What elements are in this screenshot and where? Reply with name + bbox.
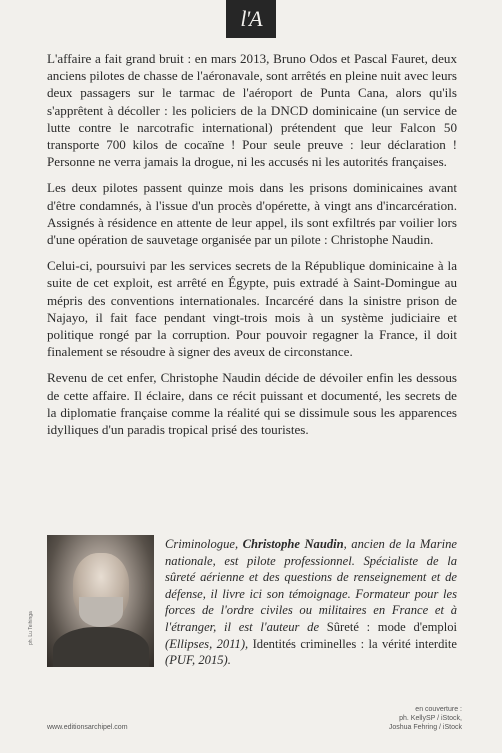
bio-text: Criminologue,	[165, 537, 243, 551]
paragraph: Revenu de cet enfer, Christophe Naudin décide de dévoiler enfin les dessous de cette affaire. Il éclaire, dans ce récit puissant et documenté, les secrets de la diplomatie française comme la réalité qui se dissimule sous les apparences idylliques d'un paradis tropical prisé des touristes.	[47, 370, 457, 438]
publisher-website: www.editionsarchipel.com	[47, 724, 128, 731]
photo-beard	[79, 597, 123, 627]
back-cover-summary	[47, 50, 457, 447]
photo-credit: ph. Lu Teihinga	[28, 611, 34, 645]
book-title: Identités criminelles : la vérité interdite	[252, 636, 457, 651]
author-photo	[47, 535, 154, 667]
bio-text: (PUF, 2015).	[165, 653, 231, 668]
paragraph: Les deux pilotes passent quinze mois dans les prisons dominicaines avant d'être condamnés, à l'issue d'un procès d'opérette, à vingt ans d'incarcération. Assignés à résidence en attente de leur appel, ils sont exfiltrés par voilier lors d'une opération de sauvetage organisée par un pilote : Christophe Naudin.	[47, 180, 457, 248]
author-bio	[165, 536, 457, 669]
bio-text: , ancien de la Marine nationale, est pilote professionnel. Spécialiste de la sûreté aérienne et des questions de renseignement et de défense, il livre ici son témoignage. Formateur pour les forces de l'ordre civiles ou militaires en France et à l'étranger, il est l'auteur de	[165, 537, 457, 634]
bio-text: (Ellipses, 2011),	[165, 636, 253, 651]
paragraph: L'affaire a fait grand bruit : en mars 2013, Bruno Odos et Pascal Fauret, deux anciens pilotes de chasse de l'aéronavale, sont arrêtés en pleine nuit avec leurs deux passagers sur le tarmac de l'aéroport de Punta Cana, alors qu'ils s'apprêtent à décoller : les policiers de la DNCD dominicaine (un service de lutte contre le narcotrafic international) prétendent que leur Falcon 50 transporte 700 kilos de cocaïne ! Pour seule preuve : leur déclaration ! Personne ne verra jamais la drogue, ni les accusés ni les autorités françaises.	[47, 51, 457, 170]
cover-credit-line: ph. KellySP / iStock,	[399, 715, 462, 722]
book-title: Sûreté : mode d'emploi	[326, 619, 458, 634]
photo-shoulders	[53, 627, 149, 667]
paragraph: Celui-ci, poursuivi par les services secrets de la République dominicaine à la suite de cet exploit, est arrêté en Égypte, puis extradé à Saint-Domingue au mépris des conventions internationales. Incarcéré dans la sinistre prison de Najayo, il fait face pendant vingt-trois mois à un système judiciaire et politique rongé par la corruption. Pour pouvoir regagner la France, il doit finalement se résoudre à signer des aveux de circonstance.	[47, 258, 457, 360]
cover-credit-line: en couverture :	[415, 706, 462, 713]
cover-credits	[372, 705, 462, 732]
publisher-logo: l'A	[226, 0, 276, 38]
author-name: Christophe Naudin	[242, 537, 344, 551]
cover-credit-line: Joshua Fehring / iStock	[388, 724, 462, 731]
